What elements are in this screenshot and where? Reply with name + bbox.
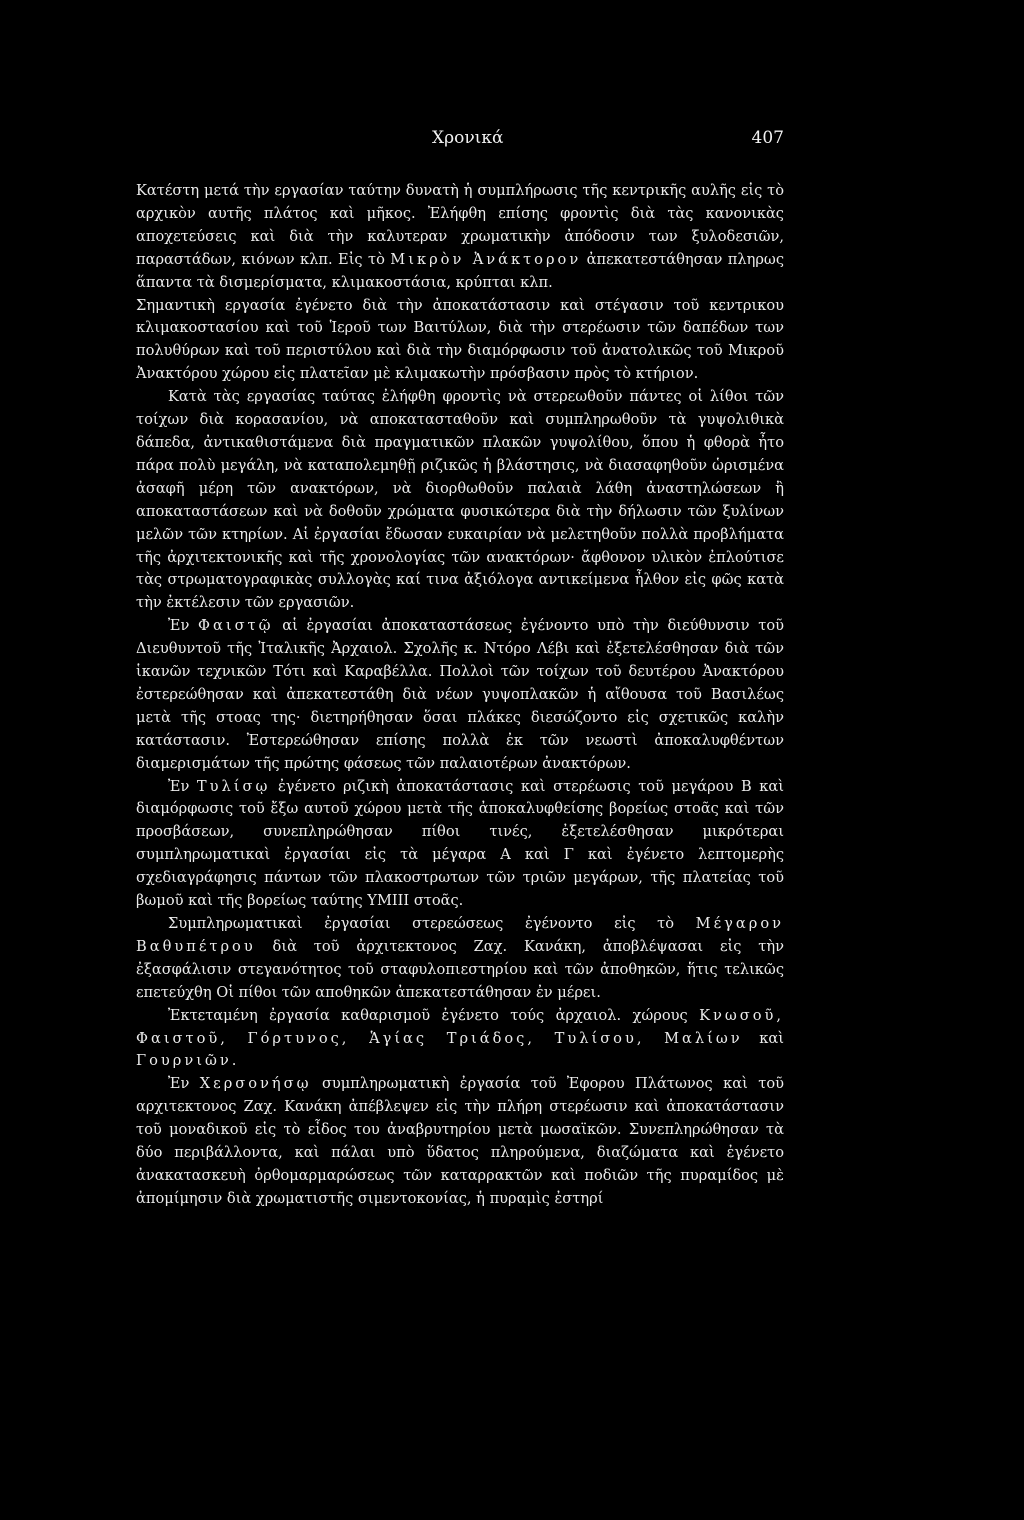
page-number: 407	[751, 128, 784, 148]
place-name: Κνωσοῦ, Φαιστοῦ, Γόρτυνος, Ἁγίας Τριάδος, Τυλίσου, Μαλίων	[136, 1006, 784, 1047]
paragraph	[136, 386, 784, 615]
place-name: Μέγαρον Βαθυπέτρου	[136, 915, 784, 955]
paragraph	[136, 913, 784, 1005]
paragraph	[136, 615, 784, 775]
text-segment: Συμπληρωματικαὶ ἐργασίαι στερεώσεως ἐγένοντο εἰς τὸ	[168, 915, 696, 932]
paragraph	[136, 295, 784, 387]
text-segment: ἐγένετο ριζικὴ ἀποκατάστασις καὶ στερέωσις τοῦ μεγάρου Β καὶ διαμόρφωσις τοῦ ἔξω αυτοῦ χώρου μετὰ τῆς ἀποκαλυφθείσης βορείως στοᾶς καὶ τῶν προσβάσεων, συνεπληρώθησαν πίθοι τινές, ἐξετελέσθησαν μικρότεραι συμπληρωματικαὶ ἐργασίαι εἰς τὰ μέγαρα Α καὶ Γ καὶ ἐγένετο λεπτομερὴς σχεδιαγράφησις πάντων τῶν πλακοστρωτων τῶν τριῶν μεγάρων, τῆς πλατείας τοῦ βωμοῦ καὶ τῆς βορείως ταύτης ΥΜΙΙΙ στοᾶς.	[136, 777, 784, 910]
text-segment: διὰ τοῦ ἀρχιτεκτονος Ζαχ. Κανάκη, ἀποβλέψασαι εἰς τὴν ἐξασφάλισιν στεγανότητος τοῦ σταφυλοπιεστηρίου καὶ τῶν ἀποθηκῶν, ἥτις τελικῶς επετεύχθη Οἱ πίθοι τῶν αποθηκῶν ἀπεκατεστάθησαν ἐν μέρει.	[136, 937, 784, 1001]
text-segment: ἀπεκατεστάθησαν πληρως ἅπαντα τὰ δισμερίσματα, κλιμακοστάσια, κρύπται κλπ.	[136, 250, 784, 291]
place-name: Μικρὸν Ἀνάκτορον	[390, 250, 582, 268]
text-segment: καὶ	[742, 1029, 784, 1047]
text-segment: Σημαντικὴ εργασία ἐγένετο διὰ τὴν ἀποκατάστασιν καὶ στέγασιν τοῦ κεντρικου κλιμακοστασίου καὶ τοῦ Ἱεροῦ των Βαιτύλων, διὰ τὴν στερέωσιν τῶν δαπέδων των πολυθύρων καὶ τοῦ περιστύλου καὶ διὰ τὴν διαμόρφωσιν τοῦ ἀνατολικῶς τοῦ Μικροῦ Ἀνακτόρου χώρου εἰς πλατεῖαν μὲ κλιμακωτὴν πρόσβασιν πρὸς τὸ κτήριον.	[136, 296, 784, 383]
text-segment: Ἐκτεταμένη ἐργασία καθαρισμοῦ ἐγένετο τούς ἀρχαιολ. χώρους	[168, 1006, 700, 1024]
text-segment: αἱ ἐργασίαι ἀποκαταστάσεως ἐγένοντο υπὸ τὴν διεύθυνσιν τοῦ Διευθυντοῦ τῆς Ἰταλικῆς Ἀρχαιολ. Σχολῆς κ. Ντόρο Λέβι καὶ ἐξετελέσθησαν διὰ τῶν ἱκανῶν τεχνικῶν Τότι καὶ Καραβέλλα. Πολλοὶ τῶν τοίχων τοῦ δευτέρου Ἀνακτόρου ἐστερεώθησαν καὶ ἀπεκατεστάθη διὰ νέων γυψοπλακῶν ἡ αἴθουσα τοῦ Βασιλέως μετὰ τῆς στοας της· διετηρήθησαν ὅσαι πλάκες διεσώζοντο εἰς σχετικῶς καλὴν κατάστασιν. Ἐστερεώθησαν επίσης πολλὰ ἐκ τῶν νεωστὶ ἀποκαλυφθέντων διαμερισμάτων τῆς πρώτης φάσεως τῶν παλαιοτέρων ἀνακτόρων.	[136, 617, 784, 772]
paragraph	[136, 776, 784, 913]
place-name: Χερσονήσῳ	[199, 1075, 312, 1093]
running-head: Χρονικά	[432, 128, 504, 148]
text-segment: συμπληρωματικὴ ἐργασία τοῦ Ἐφορου Πλάτωνος καὶ τοῦ αρχιτεκτονος Ζαχ. Κανάκη ἀπέβλεψεν εἰς τὴν πλήρη στερέωσιν καὶ ἀποκατάστασιν τοῦ μοναδικοῦ εἰς τὸ εἶδος του ἀναβρυτηρίου μετὰ μωσαϊκῶν. Συνεπληρώθησαν τὰ δύο περιβάλλοντα, καὶ πάλαι υπὸ ὕδατος πληρούμενα, διαζώματα καὶ ἐγένετο ἀνακατασκευὴ ὀρθομαρμαρώσεως τῶν καταρρακτῶν καὶ ποδιῶν τῆς πυραμίδος μὲ ἀπομίμησιν διὰ χρωματιστῆς σιμεντοκονίας, ἡ πυραμὶς ἐστηρί	[136, 1075, 784, 1207]
text-segment: Ἐν	[168, 1075, 200, 1093]
text-segment: Κατὰ τὰς εργασίας ταύτας ἐλήφθη φροντὶς νὰ στερεωθοῦν πάντες οἱ λίθοι τῶν τοίχων διὰ κορασανίου, νὰ αποκατασταθοῦν καὶ συμπληρωθοῦν τὰ γυψολιθικὰ δάπεδα, ἀντικαθιστάμενα διὰ πραγματικῶν πλακῶν γυψολίθου, ὅπου ἡ φθορὰ ἦτο πάρα πολὺ μεγάλη, νὰ καταπολεμηθῇ ριζικῶς ἡ βλάστησις, νὰ διασαφηθοῦν ὡρισμένα ἀσαφῆ μέρη τῶν ανακτόρων, νὰ διορθωθοῦν παλαιὰ λάθη ἀναστηλώσεων ἢ αποκαταστάσεων καὶ νὰ δοθοῦν χρώματα φυσικώτερα διὰ τὴν δήλωσιν τῶν ξυλίνων μελῶν τῶν κτηρίων. Αἱ ἐργασίαι ἔδωσαν ευκαιρίαν νὰ μελετηθοῦν πολλὰ προβλήματα τῆς ἀρχιτεκτονικῆς καὶ τῆς χρονολογίας τῶν ανακτόρων· ἄφθονον υλικὸν ἐπλούτισε τὰς στρωματογραφικὰς συλλογὰς καί τινα ἀξιόλογα αντικείμενα ἦλθον εἰς φῶς κατὰ τὴν ἐκτέλεσιν τῶν εργασιῶν.	[136, 388, 784, 612]
place-name: Γουρνιῶν.	[136, 1052, 240, 1070]
text-segment: Κατέστη μετά τὴν εργασίαν ταύτην δυνατὴ ἡ συμπλήρωσις τῆς κεντρικῆς αυλῆς εἰς τὸ αρχικὸν αυτῆς πλάτος καὶ μῆκος. Ἐλήφθη επίσης φροντὶς διὰ τὰς κανονικὰς αποχετεύσεις καὶ διὰ τὴν καλυτεραν χρωματικὴν ἀπόδοσιν των ξυλοδεσιῶν, παραστάδων, κιόνων κλπ. Εἰς τὸ	[136, 182, 784, 268]
text-segment: Ἐν	[168, 617, 199, 635]
place-name: Τυλίσῳ	[196, 777, 271, 795]
paragraph	[136, 1005, 784, 1074]
page-header	[136, 128, 784, 154]
paragraph	[136, 1073, 784, 1210]
paragraph	[136, 180, 784, 295]
body-text	[136, 180, 784, 1211]
text-segment: Ἐν	[168, 777, 197, 795]
place-name: Φαιστῷ	[198, 617, 274, 635]
